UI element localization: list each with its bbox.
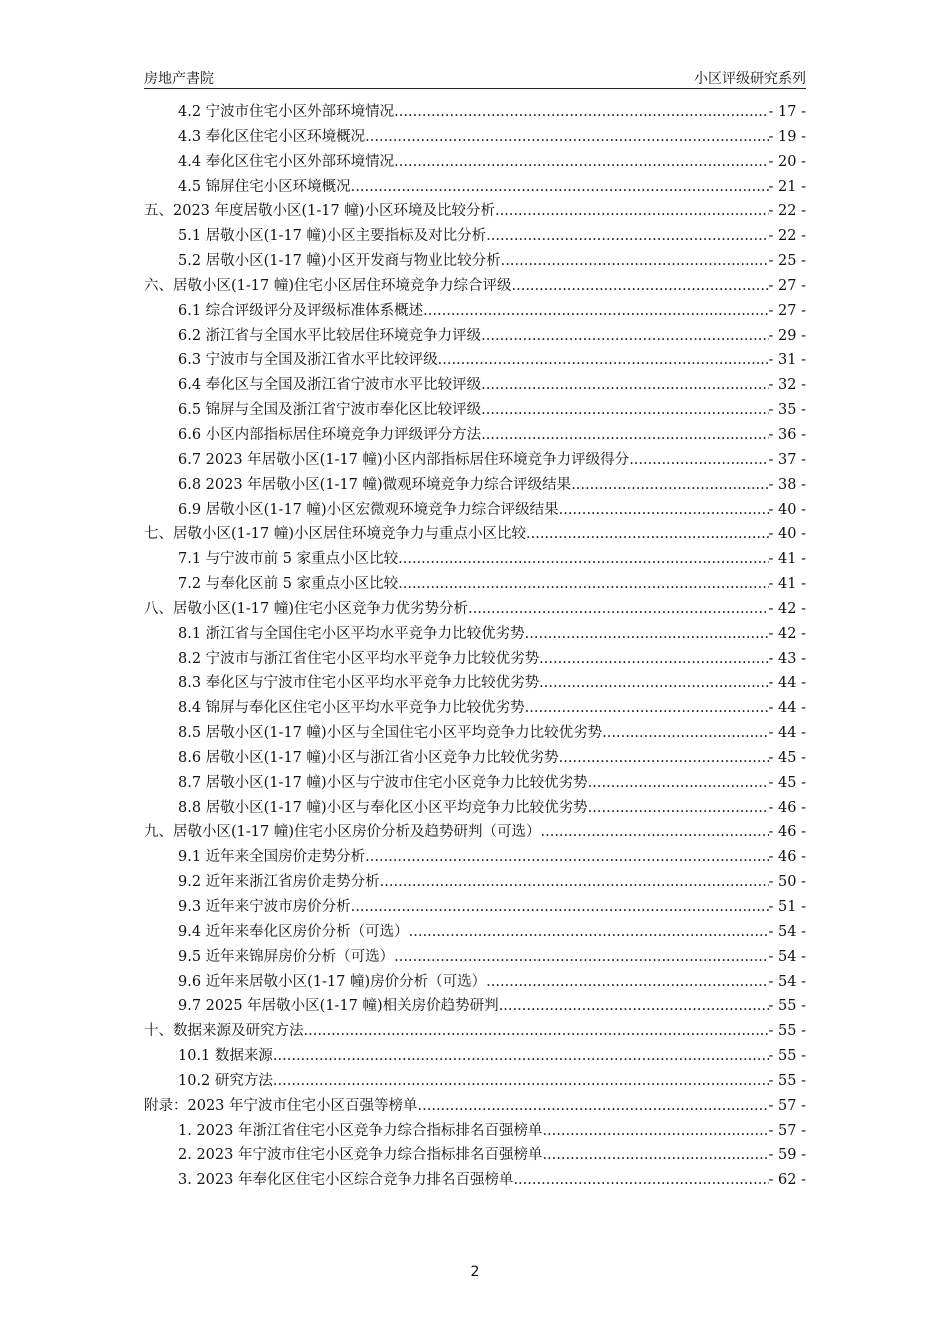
- toc-entry-title: 8.6 居敬小区(1-17 幢)小区与浙江省小区竞争力比较优劣势: [178, 749, 559, 766]
- toc-chapter-entry[interactable]: [144, 1094, 806, 1119]
- toc-section-entry[interactable]: [144, 671, 806, 696]
- toc-dot-leader: [526, 522, 769, 547]
- toc-entry-title: 九、居敬小区(1-17 幢)住宅小区房价分析及趋势研判（可选）: [144, 824, 541, 841]
- toc-dot-leader: [409, 920, 769, 945]
- toc-dot-leader: [365, 845, 768, 870]
- toc-section-entry[interactable]: [144, 150, 806, 175]
- toc-dot-leader: [542, 1143, 768, 1168]
- toc-entry-title: 6.9 居敬小区(1-17 幢)小区宏微观环境竞争力综合评级结果: [178, 501, 559, 518]
- toc-entry-page: - 35 -: [768, 402, 806, 419]
- table-of-contents: [144, 100, 806, 1193]
- toc-chapter-entry[interactable]: [144, 199, 806, 224]
- toc-dot-leader: [513, 1168, 768, 1193]
- toc-entry-title: 4.4 奉化区住宅小区外部环境情况: [178, 153, 395, 170]
- toc-entry-title: 9.5 近年来锦屏房价分析（可选）: [178, 948, 395, 965]
- toc-chapter-entry[interactable]: [144, 597, 806, 622]
- page-number: 2: [470, 1264, 480, 1280]
- toc-entry-title: 七、居敬小区(1-17 幢)小区居住环境竞争力与重点小区比较: [144, 526, 526, 543]
- toc-dot-leader: [398, 547, 768, 572]
- toc-dot-leader: [380, 870, 769, 895]
- toc-chapter-entry[interactable]: [144, 522, 806, 547]
- toc-entry-title: 5.2 居敬小区(1-17 幢)小区开发商与物业比较分析: [178, 253, 501, 270]
- toc-entry-title: 9.2 近年来浙江省房价走势分析: [178, 874, 380, 891]
- toc-entry-page: - 37 -: [768, 451, 806, 468]
- toc-entry-title: 10.2 研究方法: [178, 1072, 273, 1089]
- toc-section-entry[interactable]: [144, 994, 806, 1019]
- toc-entry-page: - 40 -: [768, 526, 806, 543]
- toc-entry-title: 6.1 综合评级评分及评级标准体系概述: [178, 302, 424, 319]
- toc-entry-title: 6.8 2023 年居敬小区(1-17 幢)微观环境竞争力综合评级结果: [178, 476, 572, 493]
- toc-entry-title: 7.1 与宁波市前 5 家重点小区比较: [178, 551, 399, 568]
- toc-entry-title: 十、数据来源及研究方法: [144, 1023, 304, 1040]
- toc-section-entry[interactable]: [144, 398, 806, 423]
- toc-entry-page: - 45 -: [768, 774, 806, 791]
- toc-section-entry[interactable]: [144, 845, 806, 870]
- toc-entry-title: 8.3 奉化区与宁波市住宅小区平均水平竞争力比较优劣势: [178, 675, 540, 692]
- toc-section-entry[interactable]: [144, 1168, 806, 1193]
- toc-dot-leader: [512, 274, 769, 299]
- toc-entry-page: - 36 -: [768, 426, 806, 443]
- toc-entry-title: 9.7 2025 年居敬小区(1-17 幢)相关房价趋势研判: [178, 998, 499, 1015]
- toc-entry-page: - 46 -: [768, 849, 806, 866]
- toc-entry-title: 8.2 宁波市与浙江省住宅小区平均水平竞争力比较优劣势: [178, 650, 540, 667]
- toc-entry-page: - 54 -: [768, 923, 806, 940]
- toc-dot-leader: [273, 1044, 769, 1069]
- toc-entry-page: - 45 -: [768, 749, 806, 766]
- toc-entry-page: - 25 -: [768, 253, 806, 270]
- toc-entry-page: - 54 -: [768, 973, 806, 990]
- toc-entry-page: - 46 -: [768, 799, 806, 816]
- toc-dot-leader: [541, 820, 769, 845]
- page-header: [144, 68, 806, 89]
- toc-entry-title: 8.4 锦屏与奉化区住宅小区平均水平竞争力比较优劣势: [178, 700, 525, 717]
- toc-dot-leader: [539, 647, 768, 672]
- toc-entry-page: - 46 -: [768, 824, 806, 841]
- toc-entry-title: 附录：2023 年宁波市住宅小区百强等榜单: [144, 1097, 418, 1114]
- toc-dot-leader: [481, 373, 768, 398]
- toc-entry-page: - 19 -: [768, 128, 806, 145]
- toc-entry-title: 10.1 数据来源: [178, 1048, 273, 1065]
- toc-dot-leader: [542, 1119, 768, 1144]
- toc-entry-title: 8.5 居敬小区(1-17 幢)小区与全国住宅小区平均竞争力比较优劣势: [178, 725, 603, 742]
- toc-dot-leader: [486, 970, 768, 995]
- toc-section-entry[interactable]: [144, 100, 806, 125]
- toc-dot-leader: [571, 473, 768, 498]
- toc-chapter-entry[interactable]: [144, 274, 806, 299]
- toc-entry-title: 9.6 近年来居敬小区(1-17 幢)房价分析（可选）: [178, 973, 487, 990]
- toc-entry-title: 6.2 浙江省与全国水平比较居住环境竞争力评级: [178, 327, 482, 344]
- toc-section-entry[interactable]: [144, 473, 806, 498]
- toc-entry-title: 9.3 近年来宁波市房价分析: [178, 899, 351, 915]
- toc-entry-title: 4.3 奉化区住宅小区环境概况: [178, 128, 366, 145]
- toc-entry-page: - 51 -: [768, 899, 806, 915]
- toc-entry-page: - 20 -: [768, 153, 806, 170]
- toc-dot-leader: [304, 1019, 769, 1044]
- toc-section-entry[interactable]: [144, 423, 806, 448]
- toc-entry-title: 2. 2023 年宁波市住宅小区竞争力综合指标排名百强榜单: [178, 1147, 543, 1164]
- toc-dot-leader: [438, 348, 769, 373]
- toc-dot-leader: [398, 572, 768, 597]
- toc-dot-leader: [559, 746, 769, 771]
- toc-section-entry[interactable]: [144, 647, 806, 672]
- toc-entry-title: 1. 2023 年浙江省住宅小区竞争力综合指标排名百强榜单: [178, 1122, 543, 1139]
- toc-entry-title: 9.1 近年来全国房价走势分析: [178, 849, 366, 866]
- toc-entry-page: - 38 -: [768, 476, 806, 493]
- toc-dot-leader: [423, 299, 768, 324]
- toc-dot-leader: [629, 448, 768, 473]
- toc-section-entry[interactable]: [144, 299, 806, 324]
- toc-section-entry[interactable]: [144, 920, 806, 945]
- toc-dot-leader: [501, 249, 769, 274]
- toc-section-entry[interactable]: [144, 224, 806, 249]
- toc-entry-page: - 44 -: [768, 675, 806, 692]
- toc-entry-page: - 50 -: [768, 874, 806, 891]
- toc-dot-leader: [273, 1069, 769, 1094]
- toc-entry-page: - 41 -: [768, 551, 806, 568]
- toc-entry-page: - 55 -: [768, 998, 806, 1015]
- toc-entry-page: - 42 -: [768, 600, 806, 617]
- toc-section-entry[interactable]: [144, 1143, 806, 1168]
- toc-entry-page: - 59 -: [768, 1147, 806, 1164]
- toc-section-entry[interactable]: [144, 970, 806, 995]
- toc-entry-page: - 21 -: [768, 178, 806, 195]
- toc-entry-page: - 54 -: [768, 948, 806, 965]
- toc-chapter-entry[interactable]: [144, 1019, 806, 1044]
- toc-dot-leader: [351, 895, 769, 920]
- toc-section-entry[interactable]: [144, 870, 806, 895]
- toc-entry-title: 6.4 奉化区与全国及浙江省宁波市水平比较评级: [178, 377, 482, 394]
- toc-entry-page: - 57 -: [768, 1122, 806, 1139]
- toc-section-entry[interactable]: [144, 771, 806, 796]
- toc-entry-title: 5.1 居敬小区(1-17 幢)小区主要指标及对比分析: [178, 228, 487, 245]
- toc-dot-leader: [525, 696, 769, 721]
- toc-section-entry[interactable]: [144, 175, 806, 200]
- toc-section-entry[interactable]: [144, 1119, 806, 1144]
- toc-entry-page: - 31 -: [768, 352, 806, 369]
- toc-section-entry[interactable]: [144, 796, 806, 821]
- toc-section-entry[interactable]: [144, 249, 806, 274]
- toc-dot-leader: [559, 498, 769, 523]
- toc-entry-page: - 27 -: [768, 302, 806, 319]
- toc-entry-title: 8.1 浙江省与全国住宅小区平均水平竞争力比较优劣势: [178, 625, 525, 642]
- toc-entry-title: 八、居敬小区(1-17 幢)住宅小区竞争力优劣势分析: [144, 600, 468, 617]
- toc-dot-leader: [351, 175, 769, 200]
- toc-section-entry[interactable]: [144, 696, 806, 721]
- toc-dot-leader: [394, 100, 768, 125]
- toc-entry-page: - 43 -: [768, 650, 806, 667]
- toc-section-entry[interactable]: [144, 498, 806, 523]
- toc-entry-title: 4.2 宁波市住宅小区外部环境情况: [178, 104, 395, 120]
- toc-entry-page: - 27 -: [768, 277, 806, 294]
- toc-section-entry[interactable]: [144, 348, 806, 373]
- toc-entry-page: - 17 -: [768, 104, 806, 120]
- toc-entry-page: - 41 -: [768, 576, 806, 593]
- toc-dot-leader: [394, 945, 768, 970]
- toc-entry-page: - 40 -: [768, 501, 806, 518]
- toc-dot-leader: [539, 671, 768, 696]
- toc-entry-title: 7.2 与奉化区前 5 家重点小区比较: [178, 576, 399, 593]
- toc-dot-leader: [481, 324, 768, 349]
- toc-dot-leader: [394, 150, 768, 175]
- toc-section-entry[interactable]: [144, 746, 806, 771]
- toc-entry-page: - 55 -: [768, 1048, 806, 1065]
- toc-entry-page: - 55 -: [768, 1072, 806, 1089]
- toc-entry-page: - 42 -: [768, 625, 806, 642]
- toc-section-entry[interactable]: [144, 547, 806, 572]
- toc-section-entry[interactable]: [144, 945, 806, 970]
- toc-dot-leader: [468, 597, 769, 622]
- toc-entry-title: 4.5 锦屏住宅小区环境概况: [178, 178, 351, 195]
- toc-section-entry[interactable]: [144, 1044, 806, 1069]
- toc-section-entry[interactable]: [144, 448, 806, 473]
- toc-chapter-entry[interactable]: [144, 820, 806, 845]
- toc-dot-leader: [365, 125, 768, 150]
- toc-dot-leader: [525, 622, 769, 647]
- toc-entry-title: 6.6 小区内部指标居住环境竞争力评级评分方法: [178, 426, 482, 443]
- toc-dot-leader: [602, 721, 768, 746]
- toc-section-entry[interactable]: [144, 373, 806, 398]
- toc-section-entry[interactable]: [144, 125, 806, 150]
- toc-section-entry[interactable]: [144, 721, 806, 746]
- header-series-title: 小区评级研究系列: [694, 71, 806, 87]
- toc-entry-title: 6.3 宁波市与全国及浙江省水平比较评级: [178, 352, 438, 369]
- toc-entry-page: - 32 -: [768, 377, 806, 394]
- toc-dot-leader: [499, 994, 769, 1019]
- toc-section-entry[interactable]: [144, 622, 806, 647]
- toc-entry-title: 8.7 居敬小区(1-17 幢)小区与宁波市住宅小区竞争力比较优劣势: [178, 774, 588, 791]
- toc-dot-leader: [481, 398, 768, 423]
- toc-dot-leader: [481, 423, 768, 448]
- toc-dot-leader: [495, 199, 769, 224]
- toc-entry-title: 六、居敬小区(1-17 幢)住宅小区居住环境竞争力综合评级: [144, 277, 512, 294]
- toc-entry-page: - 57 -: [768, 1097, 806, 1114]
- toc-entry-page: - 29 -: [768, 327, 806, 344]
- toc-entry-title: 6.5 锦屏与全国及浙江省宁波市奉化区比较评级: [178, 402, 482, 419]
- toc-entry-title: 6.7 2023 年居敬小区(1-17 幢)小区内部指标居住环境竞争力评级得分: [178, 451, 630, 468]
- toc-entry-title: 3. 2023 年奉化区住宅小区综合竞争力排名百强榜单: [178, 1172, 514, 1189]
- toc-dot-leader: [486, 224, 768, 249]
- toc-dot-leader: [418, 1094, 769, 1119]
- toc-entry-page: - 22 -: [768, 228, 806, 245]
- toc-entry-page: - 44 -: [768, 700, 806, 717]
- toc-dot-leader: [588, 771, 769, 796]
- header-publisher: 房地产書院: [144, 71, 214, 87]
- toc-entry-title: 五、2023 年度居敬小区(1-17 幢)小区环境及比较分析: [144, 203, 496, 220]
- toc-section-entry[interactable]: [144, 324, 806, 349]
- toc-section-entry[interactable]: [144, 1069, 806, 1094]
- toc-entry-page: - 44 -: [768, 725, 806, 742]
- toc-section-entry[interactable]: [144, 572, 806, 597]
- toc-entry-page: - 62 -: [768, 1172, 806, 1189]
- toc-entry-title: 8.8 居敬小区(1-17 幢)小区与奉化区小区平均竞争力比较优劣势: [178, 799, 588, 816]
- toc-entry-page: - 55 -: [768, 1023, 806, 1040]
- toc-entry-title: 9.4 近年来奉化区房价分析（可选）: [178, 923, 409, 940]
- toc-dot-leader: [588, 796, 769, 821]
- toc-entry-page: - 22 -: [768, 203, 806, 220]
- toc-section-entry[interactable]: [144, 895, 806, 920]
